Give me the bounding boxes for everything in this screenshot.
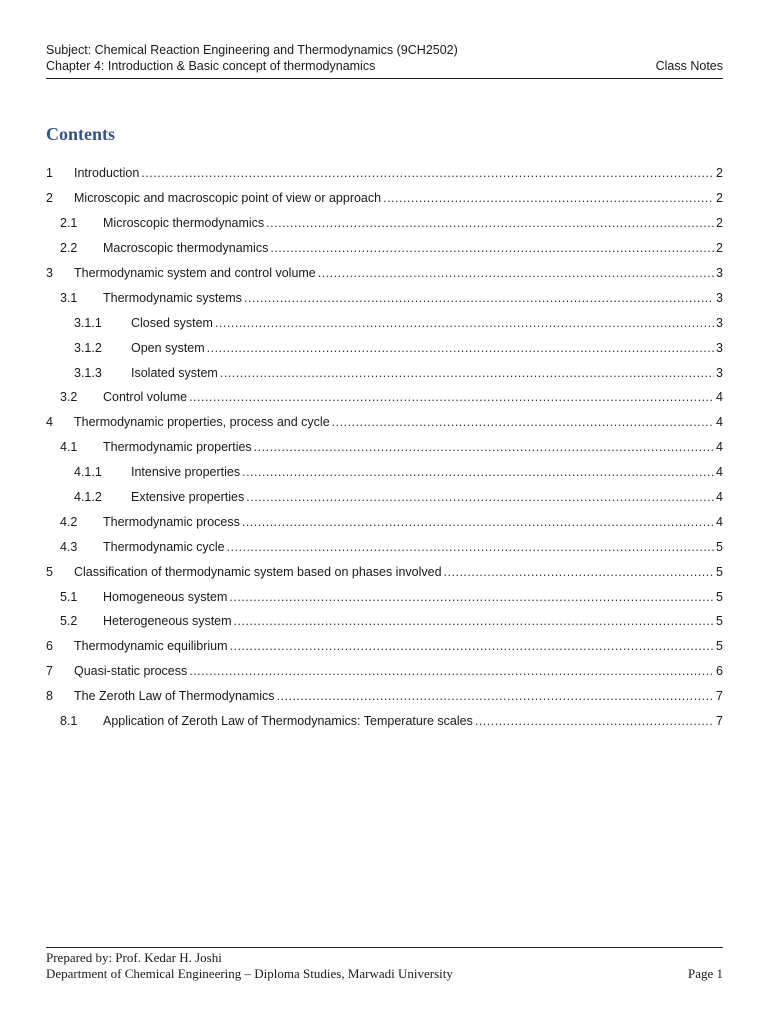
toc-entry-title: Thermodynamic process [103, 514, 240, 529]
toc-entry-page: 2 [716, 166, 723, 181]
footer-divider [46, 947, 723, 948]
toc-entry-page: 5 [716, 639, 723, 654]
toc-dot-leader [207, 341, 714, 355]
toc-entry-title: Thermodynamic system and control volume [74, 266, 316, 280]
toc-dot-leader [444, 565, 715, 579]
toc-dot-leader [242, 465, 714, 479]
toc-entry[interactable] [46, 584, 723, 609]
toc-entry-title: Extensive properties [131, 490, 245, 505]
toc-dot-leader [242, 515, 714, 529]
toc-entry-title: Microscopic and macroscopic point of view or approach [74, 191, 382, 206]
toc-entry-page: 7 [716, 714, 723, 729]
toc-entry[interactable] [46, 634, 723, 659]
toc-entry-page: 5 [716, 614, 723, 629]
toc-entry-page: 3 [716, 315, 723, 330]
toc-entry-page: 4 [716, 390, 723, 405]
toc-entry-number: 3.1.3 [74, 365, 102, 380]
toc-entry-title: Thermodynamic equilibrium [74, 639, 228, 654]
toc-entry[interactable] [46, 186, 723, 211]
toc-entry-title: Isolated system [131, 365, 218, 380]
toc-entry-number: 4 [46, 415, 53, 430]
page-footer [46, 950, 723, 982]
toc-entry[interactable] [46, 684, 723, 709]
toc-dot-leader [234, 614, 715, 628]
toc-entry[interactable] [46, 310, 723, 335]
toc-dot-leader [332, 415, 714, 429]
toc-entry[interactable] [46, 559, 723, 584]
toc-dot-leader [266, 216, 714, 230]
toc-entry-number: 2.2 [60, 241, 78, 256]
toc-entry[interactable] [46, 261, 723, 286]
toc-entry-title: Quasi-static process [74, 664, 188, 679]
toc-entry-number: 8.1 [60, 714, 78, 729]
toc-dot-leader [246, 490, 714, 504]
toc-entry-page: 6 [716, 664, 723, 679]
toc-entry-title: Macroscopic thermodynamics [103, 241, 269, 256]
toc-entry-number: 2.1 [60, 216, 78, 231]
toc-entry-title: Thermodynamic properties [103, 440, 252, 455]
toc-entry-number: 3 [46, 266, 53, 280]
toc-entry-number: 8 [46, 689, 53, 704]
toc-entry[interactable] [46, 410, 723, 435]
toc-entry[interactable] [46, 211, 723, 236]
toc-entry[interactable] [46, 709, 723, 734]
toc-entry-page: 4 [716, 440, 723, 455]
toc-dot-leader [383, 191, 714, 205]
toc-entry-number: 6 [46, 639, 53, 654]
toc-entry-page: 2 [716, 241, 723, 256]
toc-entry[interactable] [46, 509, 723, 534]
toc-entry-number: 4.1 [60, 440, 78, 455]
table-of-contents [46, 161, 723, 733]
toc-entry[interactable] [46, 236, 723, 261]
toc-dot-leader [244, 291, 714, 305]
toc-entry-title: Intensive properties [131, 465, 241, 480]
toc-entry-page: 3 [716, 340, 723, 355]
toc-entry-title: Control volume [103, 390, 188, 405]
toc-entry-page: 5 [716, 589, 723, 604]
toc-entry[interactable] [46, 161, 723, 186]
toc-entry-title: Heterogeneous system [103, 614, 232, 629]
toc-entry-title: Homogeneous system [103, 589, 228, 604]
toc-entry-page: 5 [716, 564, 723, 579]
toc-dot-leader [220, 366, 714, 380]
toc-entry-page: 3 [716, 365, 723, 380]
toc-entry-number: 4.1.2 [74, 490, 102, 505]
toc-dot-leader [318, 266, 714, 280]
toc-entry-number: 1 [46, 166, 53, 181]
toc-entry-title: Thermodynamic cycle [103, 539, 225, 554]
toc-dot-leader [254, 440, 714, 454]
toc-dot-leader [189, 390, 714, 404]
toc-entry-page: 2 [716, 216, 723, 231]
header-chapter-row [46, 58, 723, 74]
toc-entry-page: 4 [716, 490, 723, 505]
toc-entry-page: 3 [716, 290, 723, 305]
toc-entry-page: 7 [716, 689, 723, 704]
toc-entry[interactable] [46, 485, 723, 510]
toc-entry-title: Introduction [74, 166, 140, 181]
toc-entry-number: 3.2 [60, 390, 78, 405]
toc-entry-title: The Zeroth Law of Thermodynamics [74, 689, 275, 704]
toc-entry-title: Microscopic thermodynamics [103, 216, 265, 231]
toc-dot-leader [227, 540, 714, 554]
header-chapter: Chapter 4: Introduction & Basic concept of thermodynamics [46, 59, 376, 73]
toc-entry-page: 5 [716, 539, 723, 554]
toc-entry-title: Open system [131, 340, 205, 355]
toc-entry[interactable] [46, 534, 723, 559]
toc-entry-page: 4 [716, 465, 723, 480]
footer-prepared-by: Prepared by: Prof. Kedar H. Joshi [46, 950, 222, 965]
toc-entry-number: 3.1.1 [74, 315, 102, 330]
page-header [46, 42, 723, 74]
toc-entry-number: 5 [46, 564, 53, 579]
toc-dot-leader [475, 714, 714, 728]
toc-entry[interactable] [46, 385, 723, 410]
toc-entry[interactable] [46, 285, 723, 310]
header-subject: Subject: Chemical Reaction Engineering and Thermodynamics (9CH2502) [46, 43, 458, 57]
toc-entry-title: Thermodynamic properties, process and cycle [74, 415, 330, 430]
toc-heading: Contents [46, 124, 116, 144]
toc-entry-number: 2 [46, 191, 53, 206]
toc-dot-leader [270, 241, 714, 255]
toc-entry-number: 3.1.2 [74, 340, 102, 355]
toc-dot-leader [215, 316, 714, 330]
toc-entry-title: Closed system [131, 315, 213, 330]
footer-department: Department of Chemical Engineering – Diploma Studies, Marwadi University [46, 966, 453, 981]
header-class-notes: Class Notes [655, 59, 723, 73]
toc-entry[interactable] [46, 659, 723, 684]
toc-dot-leader [230, 639, 715, 653]
toc-entry[interactable] [46, 609, 723, 634]
toc-entry-title: Application of Zeroth Law of Thermodynamics: Temperature scales [103, 714, 473, 729]
toc-entry-page: 3 [716, 266, 723, 280]
toc-entry-number: 3.1 [60, 290, 78, 305]
toc-entry-number: 4.3 [60, 539, 78, 554]
footer-page-number: Page 1 [687, 966, 723, 981]
footer-department-row [46, 966, 723, 982]
toc-entry-page: 4 [716, 415, 723, 430]
toc-entry-number: 7 [46, 664, 53, 679]
toc-dot-leader [229, 590, 714, 604]
toc-entry[interactable] [46, 360, 723, 385]
toc-entry-number: 5.1 [60, 589, 78, 604]
toc-entry-page: 4 [716, 514, 723, 529]
toc-entry-number: 4.2 [60, 514, 78, 529]
header-divider [46, 78, 723, 79]
toc-entry[interactable] [46, 335, 723, 360]
toc-entry-title: Thermodynamic systems [103, 290, 242, 305]
toc-dot-leader [189, 664, 714, 678]
toc-entry-page: 2 [716, 191, 723, 206]
toc-dot-leader [141, 166, 714, 180]
toc-entry[interactable] [46, 460, 723, 485]
toc-entry-title: Classification of thermodynamic system based on phases involved [74, 564, 442, 579]
toc-entry-number: 4.1.1 [74, 465, 102, 480]
toc-entry[interactable] [46, 435, 723, 460]
toc-entry-number: 5.2 [60, 614, 78, 629]
toc-dot-leader [277, 689, 714, 703]
